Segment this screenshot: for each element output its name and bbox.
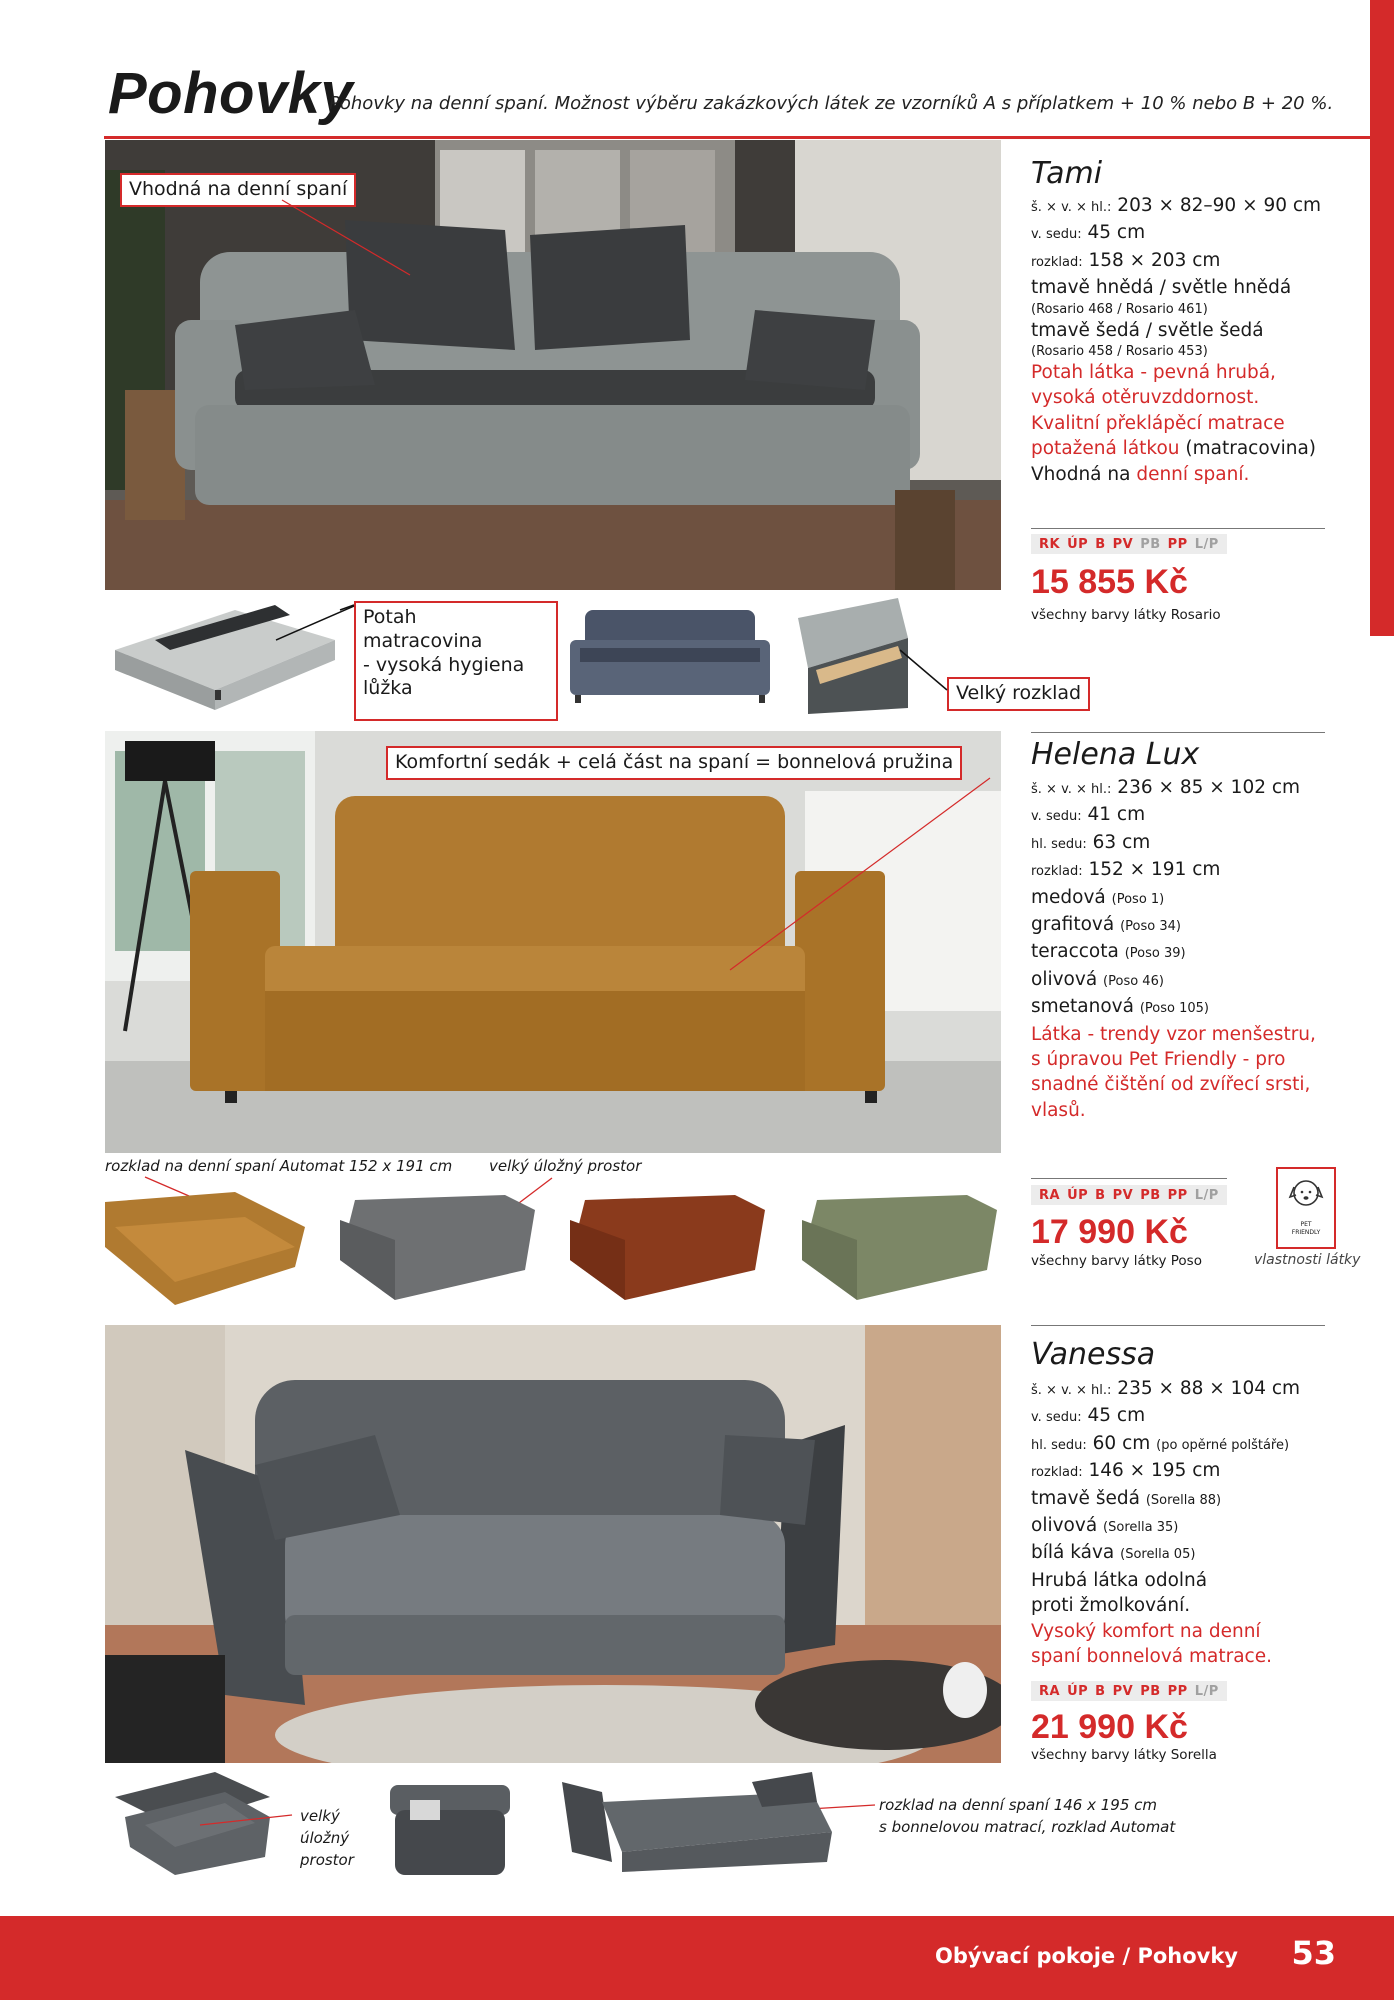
tami-feature-4a: potažená látkou [1031,438,1180,460]
tami-callout-cover-line3: - vysoká hygiena [363,653,525,676]
tami-feature-2: vysoká otěruvzddornost. [1031,387,1260,409]
helena-color-code: (Poso 105) [1139,1001,1210,1017]
feature-badge: B [1095,1683,1106,1699]
page-subtitle: Pohovky na denní spaní. Možnost výběru zakázkových látek ze vzorníků A s příplatkem + 10 % nebo B + 20 %. [329,93,1334,114]
tami-seat-label: v. sedu: [1031,227,1082,243]
feature-badge: PP [1167,1187,1188,1203]
helena-dim-label: š. × v. × hl.: [1031,782,1112,797]
feature-badge: ÚP [1067,536,1089,552]
vanessa-caption-bed [879,1794,1175,1838]
tami-color2-code: (Rosario 458 / Rosario 453) [1031,344,1208,360]
vanessa-depth-value: 60 cm [1092,1432,1151,1454]
helena-color-name: medová [1031,886,1106,908]
vanessa-thumb-side [380,1770,520,1880]
tami-bed-value: 158 × 203 cm [1088,249,1221,271]
feature-badge: PB [1140,1683,1161,1699]
tami-price: 15 855 Kč [1031,563,1188,601]
helena-name: Helena Lux [1031,737,1200,772]
helena-feature-1: Látka - trendy vzor menšestru, [1031,1023,1316,1045]
vanessa-depth-label: hl. sedu: [1031,1437,1087,1453]
helena-price-note: všechny barvy látky Poso [1031,1253,1202,1269]
vanessa-feature-3: Vysoký komfort na denní [1031,1620,1261,1642]
tami-callout-cover-line2: matracovina [363,629,483,652]
tami-feature-3: Kvalitní překlápěcí matrace [1031,412,1285,434]
helena-bed-value: 152 × 191 cm [1088,859,1221,881]
helena-caption-automat: rozklad na denní spaní Automat 152 x 191 cm [105,1157,453,1175]
helena-color-code: (Poso 34) [1120,919,1181,935]
helena-dim-value: 236 × 85 × 102 cm [1117,777,1301,798]
vanessa-color-name: bílá káva [1031,1542,1115,1564]
tami-price-note: všechny barvy látky Rosario [1031,607,1221,623]
helena-color-code: (Poso 39) [1124,946,1186,962]
helena-feature-3: snadné čištění od zvířecí srsti, [1031,1074,1311,1096]
helena-color-code: (Poso 46) [1103,973,1164,989]
vanessa-caption-bed-2: s bonnelovou matrací, rozklad Automat [879,1818,1176,1836]
footer-section: Obývací pokoje / Pohovky [935,1944,1238,1968]
helena-price: 17 990 Kč [1031,1213,1188,1251]
tami-callout-cover-line4: lůžka [363,677,413,700]
helena-caption-storage: velký úložný prostor [489,1157,642,1175]
feature-badge: PP [1167,536,1188,552]
vanessa-name: Vanessa [1031,1337,1156,1372]
tami-feature-5b: denní spaní. [1136,463,1250,485]
feature-badge: L/P [1194,1683,1219,1699]
helena-seat-label: v. sedu: [1031,809,1082,825]
feature-badge: PP [1167,1683,1188,1699]
vanessa-caption-storage-3: prostor [300,1851,354,1869]
pet-friendly-caption: vlastnosti látky [1254,1252,1361,1268]
helena-color-code: (Poso 1) [1111,891,1165,907]
helena-depth-value: 63 cm [1092,831,1151,853]
feature-badge: ÚP [1067,1683,1089,1699]
tami-callout-daybed: Vhodná na denní spaní [120,173,356,207]
pet-label-1: PET [1300,1221,1312,1228]
feature-badge: B [1095,1187,1106,1203]
tami-feature-4b: (matracovina) [1179,438,1317,460]
helena-seat-value: 41 cm [1087,804,1146,826]
feature-badge: PV [1112,1683,1134,1699]
feature-badge: RK [1039,536,1061,552]
feature-badge: PB [1140,536,1161,552]
vanessa-feature-2: proti žmolkování. [1031,1595,1191,1617]
page-number: 53 [1291,1934,1336,1972]
pet-label-2: FRIENDLY [1291,1229,1321,1236]
page-title: Pohovky [108,61,354,126]
tami-bed-label: rozklad: [1031,254,1083,270]
tami-dim-value: 203 × 82–90 × 90 cm [1117,195,1322,216]
vanessa-bed-value: 146 × 195 cm [1088,1460,1221,1482]
tami-color1-code: (Rosario 468 / Rosario 461) [1031,301,1208,317]
vanessa-price-note: všechny barvy látky Sorella [1031,1747,1217,1763]
feature-badge: PV [1112,536,1134,552]
vanessa-bed-label: rozklad: [1031,1465,1083,1481]
feature-badge: RA [1039,1683,1061,1699]
vanessa-feature-1: Hrubá látka odolná [1031,1569,1208,1591]
helena-color-name: smetanová [1031,996,1134,1018]
vanessa-price: 21 990 Kč [1031,1708,1188,1746]
helena-feature-4: vlasů. [1031,1099,1086,1121]
tami-color1: tmavě hnědá / světle hnědá [1031,277,1292,299]
feature-badge: L/P [1194,1187,1219,1203]
feature-badge: PV [1112,1187,1134,1203]
vanessa-caption-storage-2: úložný [300,1829,350,1847]
feature-badge: L/P [1194,536,1219,552]
feature-badge: ÚP [1067,1187,1089,1203]
tami-name: Tami [1031,156,1103,191]
helena-feature-2: s úpravou Pet Friendly - pro [1031,1049,1286,1071]
vanessa-color-name: olivová [1031,1515,1098,1537]
feature-badge: RA [1039,1187,1061,1203]
vanessa-dim-label: š. × v. × hl.: [1031,1383,1112,1398]
vanessa-seat-label: v. sedu: [1031,1410,1082,1426]
helena-callout-spring: Komfortní sedák + celá část na spaní = bonnelová pružina [386,746,962,780]
vanessa-color-code: (Sorella 35) [1103,1520,1179,1536]
helena-color-name: olivová [1031,968,1098,990]
helena-bed-label: rozklad: [1031,864,1083,880]
tami-callout-bed: Velký rozklad [947,677,1090,711]
helena-depth-label: hl. sedu: [1031,836,1087,852]
tami-callout-cover-line1: Potah [363,606,417,628]
vanessa-caption-storage-1: velký [300,1807,340,1825]
vanessa-color-code: (Sorella 05) [1120,1547,1196,1563]
helena-color-name: teraccota [1031,941,1119,963]
vanessa-dim-value: 235 × 88 × 104 cm [1117,1378,1301,1399]
tami-color2: tmavě šedá / světle šedá [1031,319,1264,341]
helena-color-name: grafitová [1031,914,1115,936]
tami-dim-label: š. × v. × hl.: [1031,200,1112,215]
vanessa-color-code: (Sorella 88) [1145,1492,1222,1508]
feature-badge: PB [1140,1187,1161,1203]
vanessa-color-name: tmavě šedá [1031,1487,1140,1509]
vanessa-caption-bed-1: rozklad na denní spaní 146 x 195 cm [879,1796,1157,1814]
vanessa-feature-4: spaní bonnelová matrace. [1031,1646,1272,1668]
vanessa-thumb-bed [562,1772,840,1876]
vanessa-depth-note: (po opěrné polštáře) [1156,1437,1290,1453]
tami-seat-value: 45 cm [1087,222,1146,244]
feature-badge: B [1095,536,1106,552]
tami-feature-1: Potah látka - pevná hrubá, [1031,362,1276,384]
vanessa-seat-value: 45 cm [1087,1405,1146,1427]
tami-feature-5a: Vhodná na [1031,463,1137,485]
